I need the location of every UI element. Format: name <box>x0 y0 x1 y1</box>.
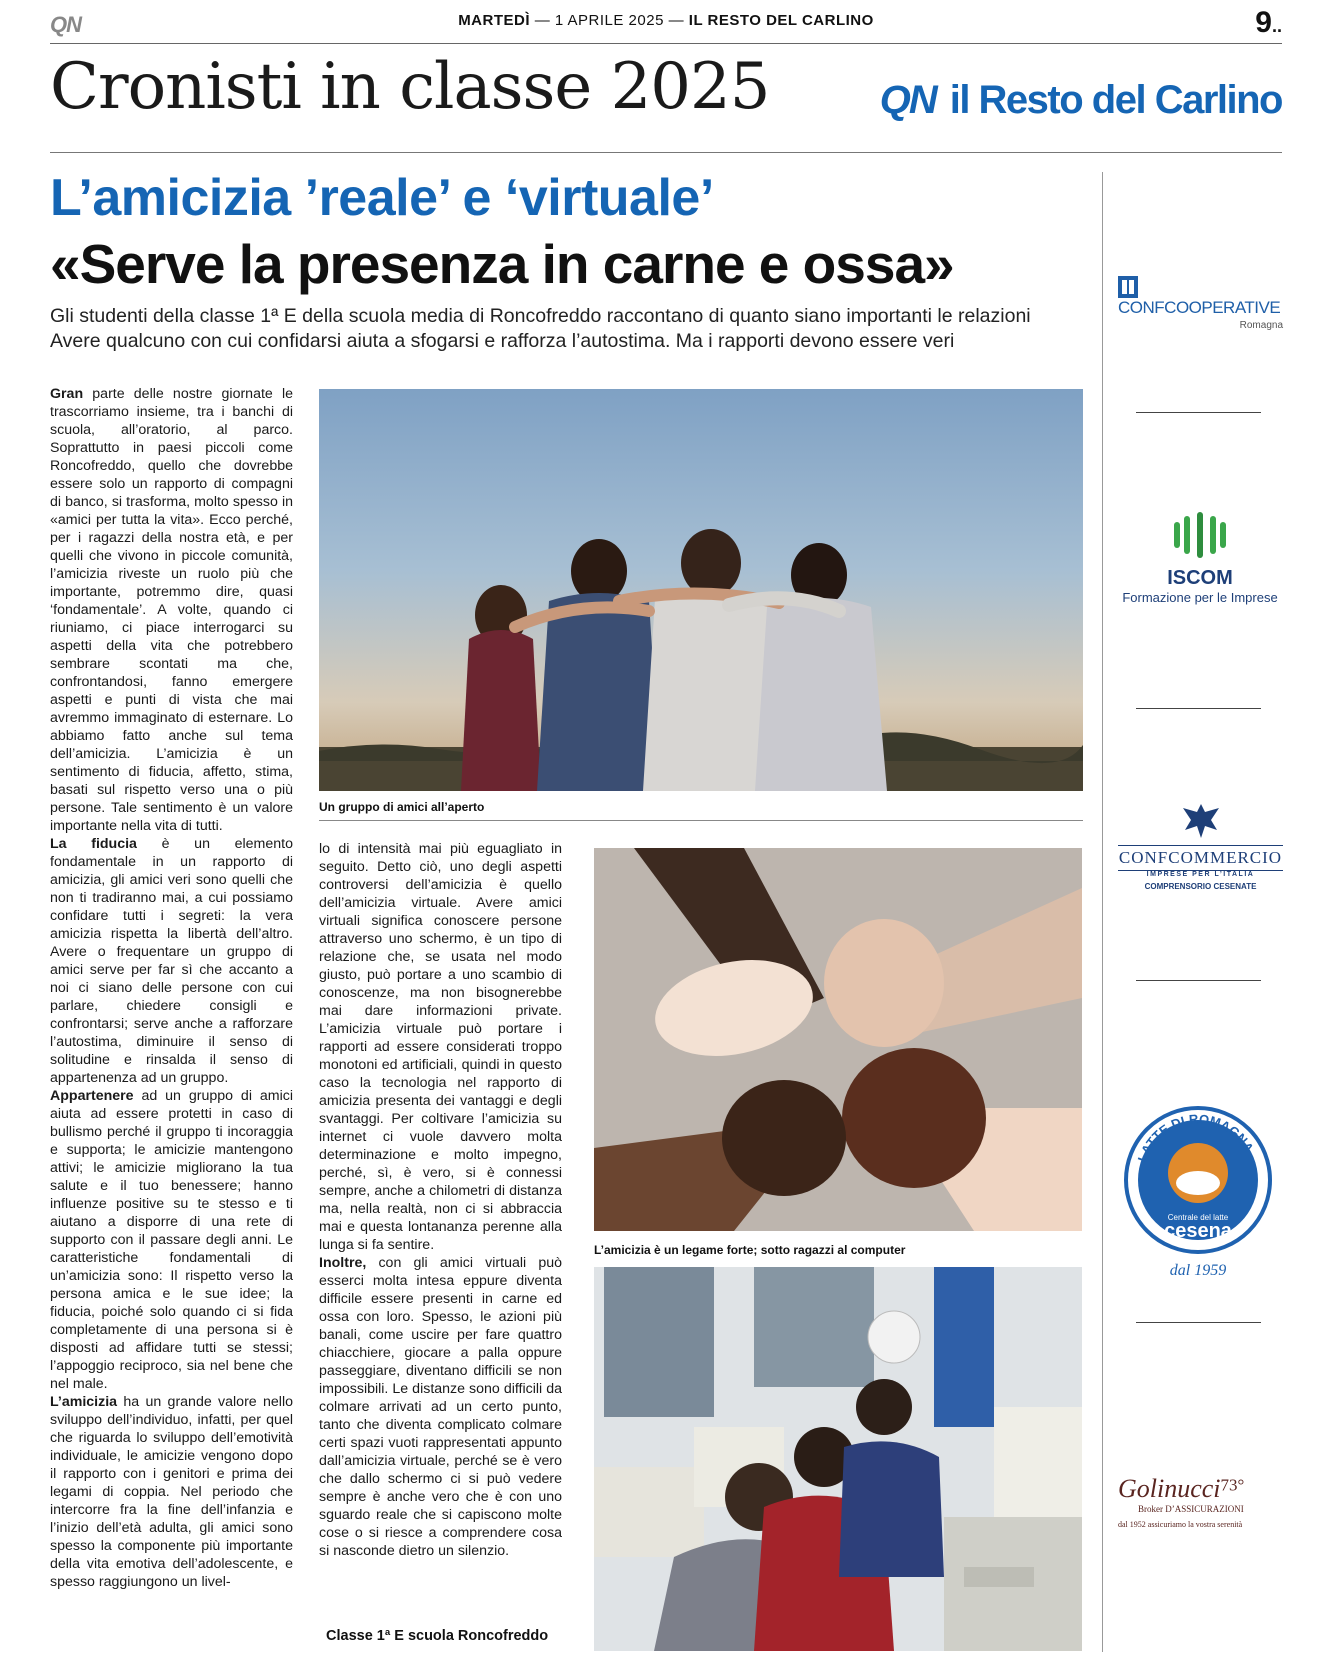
golinucci-name: Golinucci <box>1118 1474 1221 1503</box>
latte-small-text: Centrale del latte <box>1167 1213 1229 1222</box>
photo-caption-1: Un gruppo di amici all’aperto <box>319 800 485 814</box>
sidebar-separator <box>1136 1322 1261 1323</box>
golinucci-tagline: dal 1952 assicuriamo la vostra serenità <box>1118 1520 1243 1529</box>
paragraph <box>50 835 293 1087</box>
lead-word: Appartenere <box>50 1088 134 1104</box>
dateline-day: MARTEDÌ <box>458 12 531 29</box>
paragraph-text: ha un grande valore nello sviluppo dell’individuo, infatti, per quel che riguarda lo sviluppo dell’emotività individuale, le amicizie vengono dopo il rapporto con i genitori e prima dei legami di coppia. Nel periodo che intercorre fra la fine dell’infanzia e l’inizio dell’età adulta, gli amici sono spesso la componente più importante della vita emotiva dell’adolescente, e spesso raggiungono un livel- <box>50 1394 293 1590</box>
latte-arc-text: LATTE DI ROMAGNA <box>1134 1111 1257 1165</box>
ad-confcooperative[interactable] <box>1118 276 1283 331</box>
golinucci-sub: Broker D’ASSICURAZIONI <box>1138 1504 1244 1514</box>
masthead <box>50 48 1282 148</box>
paragraph-text: lo di intensità mai più eguagliato in seguito. Detto ciò, uno degli aspetti controversi dell’amicizia è quello dell’amicizia virtuale. Avere amici virtuali significa conoscere persone attraverso uno schermo, è un tipo di relazione che, se usata nel modo giusto, può portare a uno scambio di conoscenze, ma non bisognerebbe mai dare informazioni private. L’amicizia virtuale può portare i rapporti ad essere considerati troppo monotoni ed artificiali, quindi in questo caso la tecnologia nel rapporto di amicizia presenta dei vantaggi e degli svantaggi. Per coltivare l’amicizia su internet ci vuole davvero molta determinazione e molto impegno, perché, sì, è vero, si è connessi sempre, anche a chilometri di distanza ma, nella realtà, non ci si abbraccia mai e questa lontananza perenne alla lunga si fa sentire. <box>319 841 562 1253</box>
latte-since: dal 1959 <box>1169 1262 1227 1279</box>
confcommercio-sub: IMPRESE PER L’ITALIA <box>1146 871 1255 878</box>
page-marker: .. <box>1271 16 1282 36</box>
section-title: Cronisti in classe 2025 <box>50 50 770 124</box>
article-column-2 <box>319 840 562 1635</box>
confcooperative-logo-icon <box>1118 276 1138 298</box>
page-number <box>1255 6 1282 40</box>
computer-room-illustration <box>594 1267 1082 1651</box>
paragraph <box>319 1254 562 1560</box>
brand-qn-logo: QN <box>879 78 936 122</box>
paragraph <box>50 385 293 835</box>
paragraph <box>50 1087 293 1393</box>
headline: L’amicizia ’reale’ e ‘virtuale’ <box>50 169 714 227</box>
sidebar-separator <box>1136 708 1261 709</box>
confcommercio-name: CONFCOMMERCIO <box>1118 845 1283 871</box>
sidebar-divider <box>1102 172 1103 1652</box>
dateline-date: — 1 APRILE 2025 — <box>534 12 685 29</box>
summary <box>50 304 1100 354</box>
summary-line-2: Avere qualcuno con cui confidarsi aiuta a sfogarsi e rafforza l’autostima. Ma i rapporti devono essere veri <box>50 330 955 352</box>
photo-students-computers <box>594 1267 1082 1651</box>
ad-latte-cesena[interactable] <box>1118 1085 1278 1285</box>
lead-word: L’amicizia <box>50 1394 118 1410</box>
sidebar-separator <box>1136 412 1261 413</box>
paragraph-text: è un elemento fondamentale in un rapporto di amicizia, gli amici veri sono quelli che non ti tradiranno mai, a cui possiamo confidare tutti i segreti: la vera amicizia rispetta la libertà dell’altro. Avere o frequentare un gruppo di amici serve per far sì che accanto a noi ci siano delle persone con cui parlare, chiedere consigli e confrontarsi; serve anche a rafforzare l’autostima, diminuire il senso di solitudine e rinsalda il senso di appartenenza ad un gruppo. <box>50 836 293 1086</box>
lead-word: Gran <box>50 386 84 402</box>
confcooperative-name: CONFCOOPERATIVE <box>1118 298 1281 317</box>
ad-golinucci[interactable] <box>1118 1474 1283 1529</box>
newspaper-brand <box>880 78 1282 123</box>
article-column-1 <box>50 385 293 1650</box>
hands-illustration <box>594 848 1082 1231</box>
masthead-rule <box>50 152 1282 153</box>
iscom-sub: Formazione per le Imprese <box>1122 590 1278 605</box>
paragraph-text: con gli amici virtuali può esserci molta intesa eppure diventa difficile essere presenti in carne ed ossa con loro. Spesso, le azioni più banali, come uscire per fare quattro chiacchiere, giocare a palla oppure passeggiare, diventano difficili se non impossibili. Le distanze sono difficili da colmare arrivati ad un certo punto, tanto che diventa complicato colmare certi spazi vuoti rappresentati appunto dall’amicizia virtuale, perché se è vero che dallo schermo ci si può vedere sempre è anche vero che è con uno sguardo reale che si capiscono molte cose o si riesce a comprendere cosa si nasconde dietro un silenzio. <box>319 1255 562 1559</box>
photo-caption-2: L’amicizia è un legame forte; sotto ragazzi al computer <box>594 1243 906 1257</box>
brand-name: il Resto del Carlino <box>949 78 1282 122</box>
ad-confcommercio[interactable] <box>1118 800 1283 891</box>
page-number-value: 9 <box>1255 6 1272 39</box>
paragraph <box>50 1393 293 1591</box>
lead-word: La fiducia <box>50 836 137 852</box>
sidebar-separator <box>1136 980 1261 981</box>
paragraph-text: parte delle nostre giornate le trascorriamo insieme, tra i banchi di scuola, all’oratorio, al parco. Soprattutto in paesi piccoli come Roncofreddo, quello che dovrebbe essere solo un rapporto di compagni di banco, si trasforma, molto spesso in «amici per tutta la vita». Ecco perché, per i ragazzi della nostra età, e per quelli che vivono in piccole comunità, l’amicizia riveste un ruolo più che importante, potremmo dire, quasi ‘fondamentale’. A volte, quando ci riuniamo, ci piace interrogarci su aspetti della vita che potrebbero sembrare scontati ma che, confrontandosi, fanno emergere aspetti e punti di vista che mai avremmo immaginato di esternare. Lo abbiamo fatto anche sul tema dell’amicizia. L’amicizia è un sentimento di fiducia, affetto, stima, basati sul rispetto verso una o più persone. Tale sentimento è un valore importante nella vita di tutti. <box>50 386 293 834</box>
photo-linked-hands <box>594 848 1082 1231</box>
top-bar <box>50 8 1282 44</box>
friends-illustration <box>319 389 1083 791</box>
latte-name: cesena <box>1164 1220 1232 1242</box>
subheadline: «Serve la presenza in carne e ossa» <box>50 233 954 295</box>
top-rule <box>50 43 1282 44</box>
summary-line-1: Gli studenti della classe 1ª E della scuola media di Roncofreddo raccontano di quanto siano importanti le relazioni <box>50 305 1031 327</box>
golinucci-years: 73° <box>1220 1475 1245 1495</box>
lead-word: Inoltre, <box>319 1255 367 1271</box>
confcooperative-sub: Romagna <box>1239 320 1283 331</box>
signature: Classe 1ª E scuola Roncofreddo <box>326 1628 549 1644</box>
confcommercio-sub2: COMPRENSORIO CESENATE <box>1144 882 1257 891</box>
qn-logo-small: QN <box>50 12 81 37</box>
dateline <box>50 12 1282 29</box>
paragraph-text: ad un gruppo di amici aiuta ad essere protetti in caso di bullismo perché il gruppo ti incoraggia e supporta; le amicizie mantengono attivi; le amicizie migliorano la tua salute e il tuo benessere; hanno influenze positive su te stesso e ti aiutano a disporre di una rete di supporto con il passare degli anni. Le caratteristiche fondamentali di un’amicizia sono: Il rispetto verso la persona amica e le sue idee; la fiducia, poiché solo quando ci si fida completamente di una persona si è disposti ad affidare tutti se stessi; l’appoggio reciproco, sia nel bene che nel male. <box>50 1088 293 1392</box>
iscom-name: ISCOM <box>1167 567 1233 589</box>
dateline-paper: IL RESTO DEL CARLINO <box>688 12 874 29</box>
eagle-icon <box>1179 800 1223 840</box>
caption-rule <box>319 820 1083 821</box>
latte-badge-icon <box>1118 1085 1278 1285</box>
iscom-logo-icon <box>1170 512 1230 558</box>
photo-friends-outdoors <box>319 389 1083 791</box>
ad-iscom[interactable] <box>1110 512 1290 605</box>
